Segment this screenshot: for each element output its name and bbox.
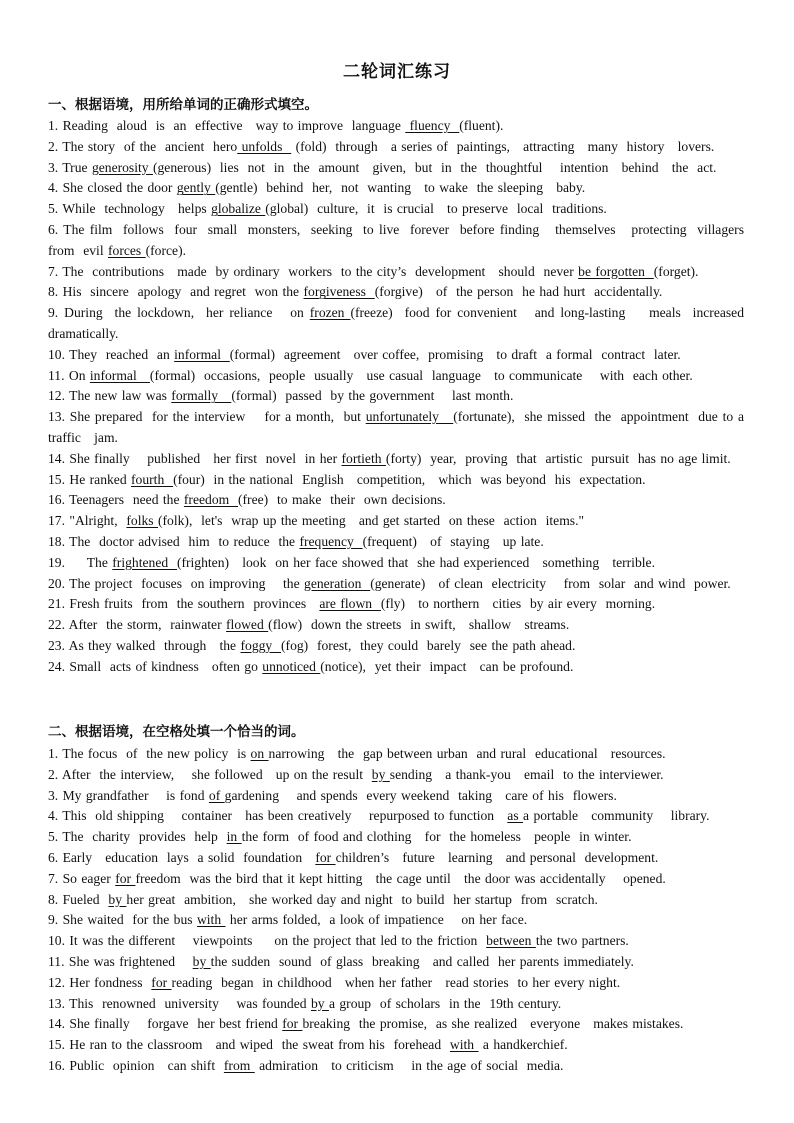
answer-blank: unfolds: [237, 138, 292, 154]
answer-blank: fourth: [131, 471, 174, 487]
item-text: (frequent) of staying up late.: [362, 533, 544, 549]
item-text: (formal) agreement over coffee, promising to draft a formal contract later.: [229, 346, 681, 362]
item-text: 11. She was frightened: [48, 953, 193, 969]
item-text: (fly) to northern cities by air every morning.: [380, 596, 656, 612]
item-text: 4. This old shipping container has been creatively repurposed to function: [48, 808, 508, 824]
exercise-item: [48, 869, 744, 890]
exercise-item: [48, 511, 744, 532]
exercise-item: [48, 1035, 744, 1056]
exercise-item: [48, 178, 744, 199]
item-text: (fog) forest, they could barely see the path ahead.: [281, 637, 576, 653]
exercise-item: [48, 220, 758, 262]
item-text: 12. The new law was: [48, 388, 172, 404]
exercise-item: [48, 636, 744, 657]
item-text: the form of food and clothing for the homeless people in winter.: [241, 829, 632, 845]
item-text: 3. True: [48, 159, 92, 175]
item-text: 9. During the lockdown, her reliance on: [48, 305, 310, 321]
exercise-item: [48, 470, 744, 491]
exercise-item: [48, 574, 744, 595]
exercise-item: [48, 952, 744, 973]
answer-blank: for: [282, 1016, 303, 1032]
item-text: (free) to make their own decisions.: [238, 492, 446, 508]
item-text: 10. It was the different viewpoints on the project that led to the friction: [48, 933, 487, 949]
section-1-items: [48, 116, 758, 678]
item-text: 9. She waited for the bus: [48, 912, 197, 928]
item-text: admiration to criticism in the age of social media.: [254, 1057, 564, 1073]
exercise-item: [48, 116, 744, 137]
item-text: (force).: [145, 242, 186, 258]
item-text: 15. He ran to the classroom and wiped the sweat from his forehead: [48, 1037, 450, 1053]
item-text: (generate) of clean electricity from solar and wind power.: [370, 575, 731, 591]
answer-blank: freedom: [183, 492, 238, 508]
answer-blank: by: [108, 891, 127, 907]
exercise-item: [48, 407, 749, 449]
item-text: 1. Reading aloud is an effective way to improve language: [48, 118, 406, 133]
section-1-heading: 一、根据语境，用所给单词的正确形式填空。: [48, 97, 318, 113]
answer-blank: as: [507, 808, 524, 824]
answer-blank: for: [151, 974, 172, 990]
item-text: 16. Public opinion can shift: [48, 1057, 224, 1073]
item-text: 8. Fueled: [48, 891, 109, 907]
item-text: sending a thank-you email to the interviewer.: [389, 766, 664, 782]
item-text: 24. Small acts of kindness often go: [48, 658, 263, 674]
answer-blank: by: [310, 995, 329, 1011]
answer-blank: fortieth: [341, 450, 386, 466]
answer-blank: between: [486, 933, 536, 949]
exercise-item: [48, 910, 744, 931]
answer-blank: by: [371, 766, 390, 782]
item-text: (folk), let's wrap up the meeting and get started on these action items.": [158, 513, 585, 529]
exercise-item: [48, 490, 744, 511]
page-title: 二轮词汇练习: [343, 62, 451, 82]
answer-blank: flowed: [226, 617, 269, 633]
item-text: (notice), yet their impact can be profound.: [320, 658, 574, 674]
item-text: 21. Fresh fruits from the southern provinces: [48, 596, 320, 612]
item-text: 5. The charity provides help: [48, 829, 227, 845]
section-2-items: [48, 744, 744, 1077]
exercise-item: [48, 786, 744, 807]
item-text: 1. The focus of the new policy is: [48, 746, 251, 761]
exercise-item: [48, 615, 744, 636]
exercise-item: [48, 282, 744, 303]
item-text: a portable community library.: [523, 808, 710, 824]
answer-blank: generosity: [91, 159, 153, 175]
answer-blank: are flown: [319, 596, 381, 612]
exercise-item: [48, 657, 744, 678]
answer-blank: with: [196, 912, 226, 928]
answer-blank: forces: [108, 242, 146, 258]
item-text: (global) culture, it is crucial to preserve local traditions.: [265, 201, 607, 217]
exercise-item: [48, 890, 744, 911]
answer-blank: folks: [126, 513, 158, 529]
exercise-item: [48, 806, 744, 827]
item-text: 18. The doctor advised him to reduce the: [48, 533, 300, 549]
answer-blank: frequency: [299, 533, 363, 549]
item-text: (formal) passed by the government last month.: [231, 388, 514, 404]
exercise-item: [48, 345, 744, 366]
exercise-item: [48, 137, 744, 158]
item-text: narrowing the gap between urban and rural educational resources.: [268, 746, 666, 761]
item-text: 4. She closed the door: [48, 180, 177, 196]
item-text: (fortunate), she missed the appointment due to a traffic jam.: [48, 409, 749, 445]
answer-blank: generation: [304, 575, 371, 591]
answer-blank: for: [115, 870, 136, 886]
item-text: a handkerchief.: [478, 1037, 568, 1053]
answer-blank: of: [208, 787, 225, 803]
exercise-item: [48, 744, 744, 765]
item-text: (flow) down the streets in swift, shallow streams.: [268, 617, 570, 633]
answer-blank: on: [250, 746, 269, 761]
item-text: 14. She finally forgave her best friend: [48, 1016, 283, 1032]
answer-blank: fluency: [405, 118, 460, 133]
answer-blank: for: [315, 849, 336, 865]
answer-blank: unfortunately: [365, 409, 454, 425]
item-text: 23. As they walked through the: [48, 637, 241, 653]
answer-blank: in: [226, 829, 242, 845]
item-text: 19. The: [48, 554, 113, 570]
answer-blank: frightened: [112, 554, 177, 570]
item-text: reading began in childhood when her father read stories to her every night.: [171, 974, 621, 990]
exercise-item: [48, 1056, 744, 1077]
item-text: 14. She finally published her first novel in her: [48, 450, 342, 466]
answer-blank: formally: [171, 388, 232, 404]
item-text: 8. His sincere apology and regret won the: [48, 284, 304, 300]
item-text: gardening and spends every weekend taking care of his flowers.: [224, 787, 617, 803]
item-text: her arms folded, a look of impatience on her face.: [225, 912, 528, 928]
exercise-item: [48, 1014, 744, 1035]
answer-blank: be forgotten: [578, 263, 654, 279]
answer-blank: by: [192, 953, 211, 969]
item-text: 13. This renowned university was founded: [48, 995, 311, 1011]
item-text: (forgive) of the person he had hurt accidentally.: [374, 284, 663, 300]
exercise-item: [48, 848, 744, 869]
item-text: 5. While technology helps: [48, 201, 212, 217]
item-text: (gentle) behind her, not wanting to wake the sleeping baby.: [215, 180, 586, 196]
item-text: (fold) through a series of paintings, attracting many history lovers.: [291, 138, 715, 154]
exercise-item: [48, 158, 744, 179]
answer-blank: gently: [176, 180, 216, 196]
item-text: the two partners.: [535, 933, 629, 949]
item-text: freedom was the bird that it kept hitting the cage until the door was accidentally opened.: [135, 870, 666, 886]
item-text: 15. He ranked: [48, 471, 132, 487]
answer-blank: unnoticed: [262, 658, 321, 674]
exercise-item: [48, 262, 744, 283]
item-text: 12. Her fondness: [48, 974, 152, 990]
item-text: 7. So eager: [48, 870, 116, 886]
item-text: 16. Teenagers need the: [48, 492, 184, 508]
item-text: 10. They reached an: [48, 346, 175, 362]
exercise-item: [48, 931, 744, 952]
exercise-item: [48, 532, 744, 553]
answer-blank: foggy: [240, 637, 282, 653]
item-text: (freeze) food for convenient and long-lasting meals increased dramatically.: [48, 305, 749, 341]
exercise-item: [48, 827, 744, 848]
answer-blank: informal: [89, 367, 150, 383]
item-text: children’s future learning and personal development.: [335, 849, 659, 865]
exercise-item: [48, 553, 744, 574]
item-text: (frighten) look on her face showed that she had experienced something terrible.: [176, 554, 655, 570]
item-text: 2. The story of the ancient hero: [48, 138, 238, 154]
item-text: 2. After the interview, she followed up on the result: [48, 766, 372, 782]
item-text: 6. Early education lays a solid foundation: [48, 849, 316, 865]
item-text: 6. The film follows four small monsters, seeking to live forever before finding themselves protecting villagers from evil: [48, 221, 758, 258]
exercise-item: [48, 199, 744, 220]
item-text: 13. She prepared for the interview for a month, but: [48, 409, 366, 425]
exercise-item: [48, 449, 744, 470]
exercise-item: [48, 303, 749, 345]
section-2-heading: 二、根据语境，在空格处填一个恰当的词。: [48, 724, 305, 740]
item-text: (four) in the national English competition, which was beyond his expectation.: [173, 471, 646, 487]
exercise-item: [48, 386, 744, 407]
exercise-item: [48, 594, 744, 615]
answer-blank: globalize: [211, 201, 266, 217]
exercise-item: [48, 765, 744, 786]
item-text: 20. The project focuses on improving the: [48, 575, 305, 591]
item-text: (fluent).: [459, 118, 504, 133]
item-text: (forty) year, proving that artistic pursuit has no age limit.: [385, 450, 731, 466]
item-text: (formal) occasions, people usually use casual language to communicate with each other.: [149, 367, 693, 383]
item-text: a group of scholars in the 19th century.: [328, 995, 562, 1011]
exercise-item: [48, 973, 744, 994]
item-text: breaking the promise, as she realized everyone makes mistakes.: [302, 1016, 684, 1032]
item-text: 22. After the storm, rainwater: [48, 617, 227, 633]
item-text: the sudden sound of glass breaking and called her parents immediately.: [210, 953, 634, 969]
item-text: (forget).: [653, 263, 699, 279]
item-text: 17. "Alright,: [48, 513, 127, 529]
answer-blank: forgiveness: [303, 284, 375, 300]
answer-blank: from: [223, 1057, 255, 1073]
exercise-item: [48, 994, 744, 1015]
item-text: 7. The contributions made by ordinary workers to the city’s development should never: [48, 263, 579, 279]
item-text: (generous) lies not in the amount given, but in the thoughtful intention behind the act.: [152, 159, 717, 175]
item-text: her great ambition, she worked day and night to build her startup from scratch.: [126, 891, 598, 907]
exercise-item: [48, 366, 744, 387]
item-text: 3. My grandfather is fond: [48, 787, 209, 803]
answer-blank: frozen: [309, 305, 351, 321]
item-text: 11. On: [48, 367, 90, 383]
answer-blank: with: [449, 1037, 479, 1053]
answer-blank: informal: [174, 346, 230, 362]
